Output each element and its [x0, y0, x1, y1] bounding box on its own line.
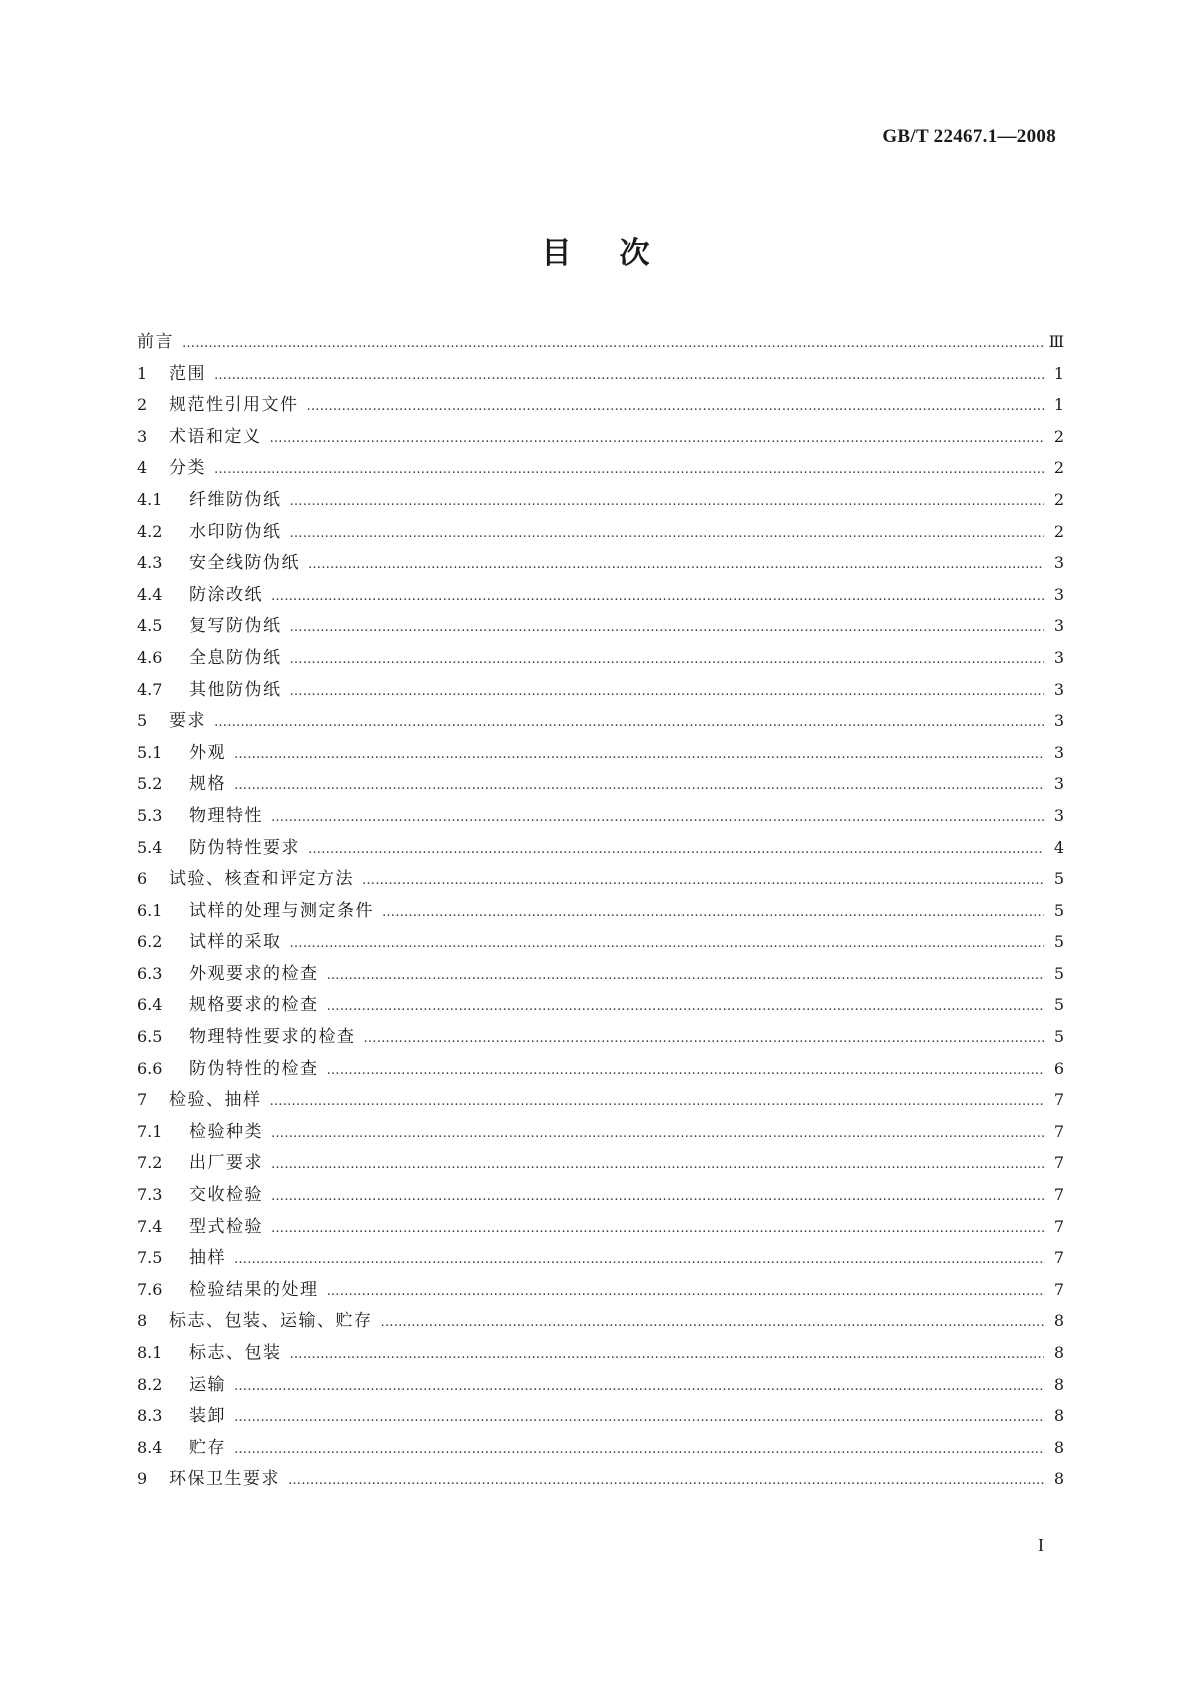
toc-entry-number: 6.3	[137, 963, 163, 983]
toc-entry-page: 5	[1053, 963, 1064, 983]
toc-entry-title: 防伪特性的检查	[189, 1058, 319, 1079]
toc-entry-page: 2	[1053, 426, 1064, 446]
toc-entry-title: 复写防伪纸	[189, 616, 282, 637]
page-number: I	[1038, 1535, 1044, 1555]
toc-entry[interactable]	[137, 737, 1064, 769]
toc-entry-number: 5.3	[137, 805, 163, 825]
toc-entry-number: 7.1	[137, 1121, 163, 1141]
toc-entry-page: 7	[1053, 1121, 1064, 1141]
toc-dot-leader	[271, 802, 1044, 834]
toc-entry[interactable]	[137, 1147, 1064, 1179]
page-title: 目次	[541, 236, 698, 271]
toc-entry[interactable]	[137, 421, 1064, 453]
toc-entry-number: 4.5	[137, 616, 163, 636]
toc-dot-leader	[307, 391, 1045, 423]
toc-entry-number: 8	[137, 1311, 148, 1331]
toc-entry-page: 8	[1053, 1437, 1064, 1457]
toc-entry[interactable]	[137, 800, 1064, 832]
toc-entry-page: 2	[1053, 489, 1064, 509]
toc-entry-page: 3	[1053, 647, 1064, 667]
toc-dot-leader	[327, 1055, 1045, 1087]
toc-entry-title: 安全线防伪纸	[189, 553, 300, 574]
toc-entry-title: 规格要求的检查	[189, 995, 319, 1016]
toc-entry-title: 试样的处理与测定条件	[189, 900, 374, 921]
toc-entry[interactable]	[137, 452, 1064, 484]
toc-entry[interactable]	[137, 1084, 1064, 1116]
toc-entry-title: 其他防伪纸	[189, 679, 282, 700]
toc-entry-number: 5.1	[137, 742, 163, 762]
toc-entry-title: 标志、包装	[189, 1343, 282, 1363]
toc-dot-leader	[214, 707, 1044, 739]
toc-dot-leader	[327, 960, 1045, 992]
toc-entry-number: 2	[137, 395, 148, 415]
toc-entry[interactable]	[137, 832, 1064, 864]
toc-entry[interactable]	[137, 705, 1064, 737]
toc-entry-title: 分类	[169, 458, 206, 479]
toc-entry-number: 5	[137, 711, 148, 731]
toc-entry-title: 防涂改纸	[189, 584, 263, 605]
toc-entry-title: 物理特性	[189, 805, 263, 826]
toc-entry-title: 规范性引用文件	[169, 395, 299, 416]
toc-entry[interactable]	[137, 1053, 1064, 1085]
toc-entry-title: 术语和定义	[169, 426, 262, 447]
toc-entry-page: 8	[1053, 1406, 1064, 1426]
toc-dot-leader	[382, 897, 1044, 929]
toc-entry-title: 出厂要求	[189, 1153, 263, 1174]
toc-entry[interactable]	[137, 863, 1064, 895]
toc-entry-title: 运输	[189, 1374, 226, 1395]
toc-dot-leader	[182, 328, 1043, 360]
toc-entry-page: 2	[1053, 458, 1064, 478]
toc-entry-page: 7	[1053, 1153, 1064, 1173]
toc-dot-leader	[327, 991, 1045, 1023]
toc-entry-number: 8.2	[137, 1374, 163, 1394]
toc-entry-title: 要求	[169, 711, 206, 732]
toc-entry[interactable]	[137, 989, 1064, 1021]
toc-entry[interactable]	[137, 926, 1064, 958]
toc-entry-number: 4.1	[137, 489, 163, 509]
toc-entry-title: 试验、核查和评定方法	[169, 869, 354, 890]
toc-entry-page: 5	[1053, 1027, 1064, 1047]
toc-entry[interactable]	[137, 1369, 1064, 1401]
toc-dot-leader	[271, 1149, 1044, 1181]
toc-dot-leader	[381, 1307, 1045, 1339]
toc-entry[interactable]	[137, 1337, 1064, 1369]
toc-dot-leader	[270, 423, 1045, 455]
standard-code: GB/T 22467.1—2008	[882, 126, 1056, 147]
toc-entry-page: 8	[1053, 1311, 1064, 1331]
toc-dot-leader	[290, 644, 1045, 676]
toc-entry[interactable]	[137, 1211, 1064, 1243]
toc-dot-leader	[234, 1244, 1044, 1276]
toc-dot-leader	[270, 1086, 1045, 1118]
toc-entry[interactable]	[137, 1179, 1064, 1211]
toc-entry-title: 环保卫生要求	[169, 1469, 280, 1490]
toc-entry-page: 1	[1053, 395, 1064, 415]
toc-dot-leader	[234, 1402, 1044, 1434]
toc-entry[interactable]	[137, 547, 1064, 579]
toc-entry-number: 5.4	[137, 837, 163, 857]
toc-dot-leader	[271, 1118, 1044, 1150]
toc-entry-title: 范围	[169, 363, 206, 384]
toc-entry[interactable]	[137, 389, 1064, 421]
toc-entry[interactable]	[137, 358, 1064, 390]
toc-entry-title: 型式检验	[189, 1216, 263, 1237]
toc-entry[interactable]	[137, 1242, 1064, 1274]
toc-entry-number: 7.5	[137, 1248, 163, 1268]
toc-dot-leader	[327, 1276, 1045, 1308]
toc-entry-number: 4.2	[137, 521, 163, 541]
toc-entry-page: 4	[1053, 837, 1064, 857]
toc-dot-leader	[271, 1181, 1044, 1213]
toc-dot-leader	[308, 834, 1044, 866]
toc-entry-number: 9	[137, 1469, 148, 1489]
toc-entry[interactable]	[137, 895, 1064, 927]
toc-entry-title: 贮存	[189, 1437, 226, 1458]
toc-entry[interactable]	[137, 484, 1064, 516]
toc-entry-page: 8	[1053, 1469, 1064, 1489]
toc-entry-page: 5	[1053, 900, 1064, 920]
toc-entry-title: 检验、抽样	[169, 1090, 262, 1111]
toc-entry-page: Ⅲ	[1048, 332, 1064, 351]
toc-entry-number: 6.6	[137, 1058, 163, 1078]
toc-dot-leader	[362, 865, 1044, 897]
toc-dot-leader	[364, 1023, 1045, 1055]
toc-entry-page: 3	[1053, 742, 1064, 762]
toc-entry[interactable]	[137, 579, 1064, 611]
toc-entry[interactable]	[137, 1021, 1064, 1053]
toc-entry-number: 4.7	[137, 679, 163, 699]
toc-entry-title: 装卸	[189, 1406, 226, 1427]
toc-entry[interactable]	[137, 326, 1064, 358]
toc-entry-page: 8	[1053, 1374, 1064, 1394]
toc-entry-page: 7	[1053, 1090, 1064, 1110]
toc-entry[interactable]	[137, 1463, 1064, 1495]
toc-entry-number: 6.1	[137, 900, 163, 920]
toc-dot-leader	[290, 928, 1045, 960]
toc-entry-page: 3	[1053, 616, 1064, 636]
toc-dot-leader	[290, 486, 1045, 518]
toc-dot-leader	[271, 1213, 1044, 1245]
toc-entry[interactable]	[137, 674, 1064, 706]
toc-entry-title: 防伪特性要求	[189, 837, 300, 858]
toc-dot-leader	[234, 1371, 1044, 1403]
toc-entry-page: 3	[1053, 679, 1064, 699]
toc-entry-title: 全息防伪纸	[189, 647, 282, 668]
toc-entry-page: 3	[1053, 584, 1064, 604]
toc-entry-page: 8	[1053, 1343, 1064, 1362]
toc-entry-number: 7.4	[137, 1216, 163, 1236]
toc-entry-page: 7	[1053, 1279, 1064, 1299]
toc-entry-page: 5	[1053, 869, 1064, 889]
toc-entry-page: 7	[1053, 1185, 1064, 1205]
table-of-contents	[137, 326, 1064, 1495]
toc-entry-title: 检验种类	[189, 1121, 263, 1142]
toc-dot-leader	[308, 549, 1044, 581]
toc-entry-number: 7.6	[137, 1279, 163, 1299]
toc-entry-title: 交收检验	[189, 1185, 263, 1206]
toc-entry-page: 3	[1053, 711, 1064, 731]
toc-entry[interactable]	[137, 1400, 1064, 1432]
toc-entry-number: 1	[137, 363, 148, 383]
toc-entry[interactable]	[137, 1116, 1064, 1148]
toc-entry-title: 外观	[189, 742, 226, 763]
toc-dot-leader	[234, 1434, 1044, 1466]
toc-dot-leader	[290, 1339, 1045, 1371]
toc-entry-number: 8.1	[137, 1343, 163, 1362]
toc-entry-number: 3	[137, 426, 148, 446]
toc-entry-number: 7.2	[137, 1153, 163, 1173]
toc-entry-page: 5	[1053, 995, 1064, 1015]
toc-entry-number: 4.4	[137, 584, 163, 604]
toc-entry[interactable]	[137, 768, 1064, 800]
toc-entry[interactable]	[137, 516, 1064, 548]
toc-entry-number: 6.5	[137, 1027, 163, 1047]
toc-entry[interactable]	[137, 1274, 1064, 1306]
toc-entry-title: 规格	[189, 774, 226, 795]
toc-dot-leader	[288, 1465, 1044, 1497]
toc-dot-leader	[234, 770, 1044, 802]
toc-entry[interactable]	[137, 642, 1064, 674]
toc-entry-page: 3	[1053, 805, 1064, 825]
toc-entry[interactable]	[137, 1432, 1064, 1464]
toc-entry[interactable]	[137, 1305, 1064, 1337]
toc-entry-page: 3	[1053, 774, 1064, 794]
toc-entry-number: 7.3	[137, 1185, 163, 1205]
toc-dot-leader	[234, 739, 1044, 771]
toc-dot-leader	[214, 360, 1044, 392]
toc-entry-page: 7	[1053, 1248, 1064, 1268]
toc-entry-title: 试样的采取	[189, 932, 282, 953]
toc-entry-number: 4.6	[137, 647, 163, 667]
toc-entry-number: 6.2	[137, 932, 163, 952]
toc-dot-leader	[214, 454, 1044, 486]
toc-entry-title: 物理特性要求的检查	[189, 1027, 356, 1048]
toc-entry-page: 5	[1053, 932, 1064, 952]
toc-entry-number: 4.3	[137, 553, 163, 573]
toc-dot-leader	[290, 612, 1045, 644]
toc-entry-number: 7	[137, 1090, 148, 1110]
toc-dot-leader	[290, 518, 1045, 550]
toc-entry-title: 水印防伪纸	[189, 521, 282, 542]
toc-dot-leader	[290, 676, 1045, 708]
toc-entry-page: 7	[1053, 1216, 1064, 1236]
toc-entry-page: 1	[1053, 363, 1064, 383]
toc-entry-title: 外观要求的检查	[189, 963, 319, 984]
toc-entry-title: 前言	[137, 332, 174, 352]
toc-entry-number: 8.4	[137, 1437, 163, 1457]
toc-entry-page: 3	[1053, 553, 1064, 573]
toc-entry-page: 2	[1053, 521, 1064, 541]
toc-entry-number: 5.2	[137, 774, 163, 794]
toc-entry-title: 纤维防伪纸	[189, 489, 282, 510]
toc-dot-leader	[271, 581, 1044, 613]
toc-entry-page: 6	[1053, 1058, 1064, 1078]
toc-entry-number: 4	[137, 458, 148, 478]
toc-entry[interactable]	[137, 958, 1064, 990]
toc-entry-number: 8.3	[137, 1406, 163, 1426]
toc-entry-title: 检验结果的处理	[189, 1279, 319, 1300]
toc-entry[interactable]	[137, 610, 1064, 642]
toc-entry-title: 标志、包装、运输、贮存	[169, 1311, 373, 1332]
toc-entry-number: 6.4	[137, 995, 163, 1015]
toc-entry-number: 6	[137, 869, 148, 889]
toc-entry-title: 抽样	[189, 1248, 226, 1269]
